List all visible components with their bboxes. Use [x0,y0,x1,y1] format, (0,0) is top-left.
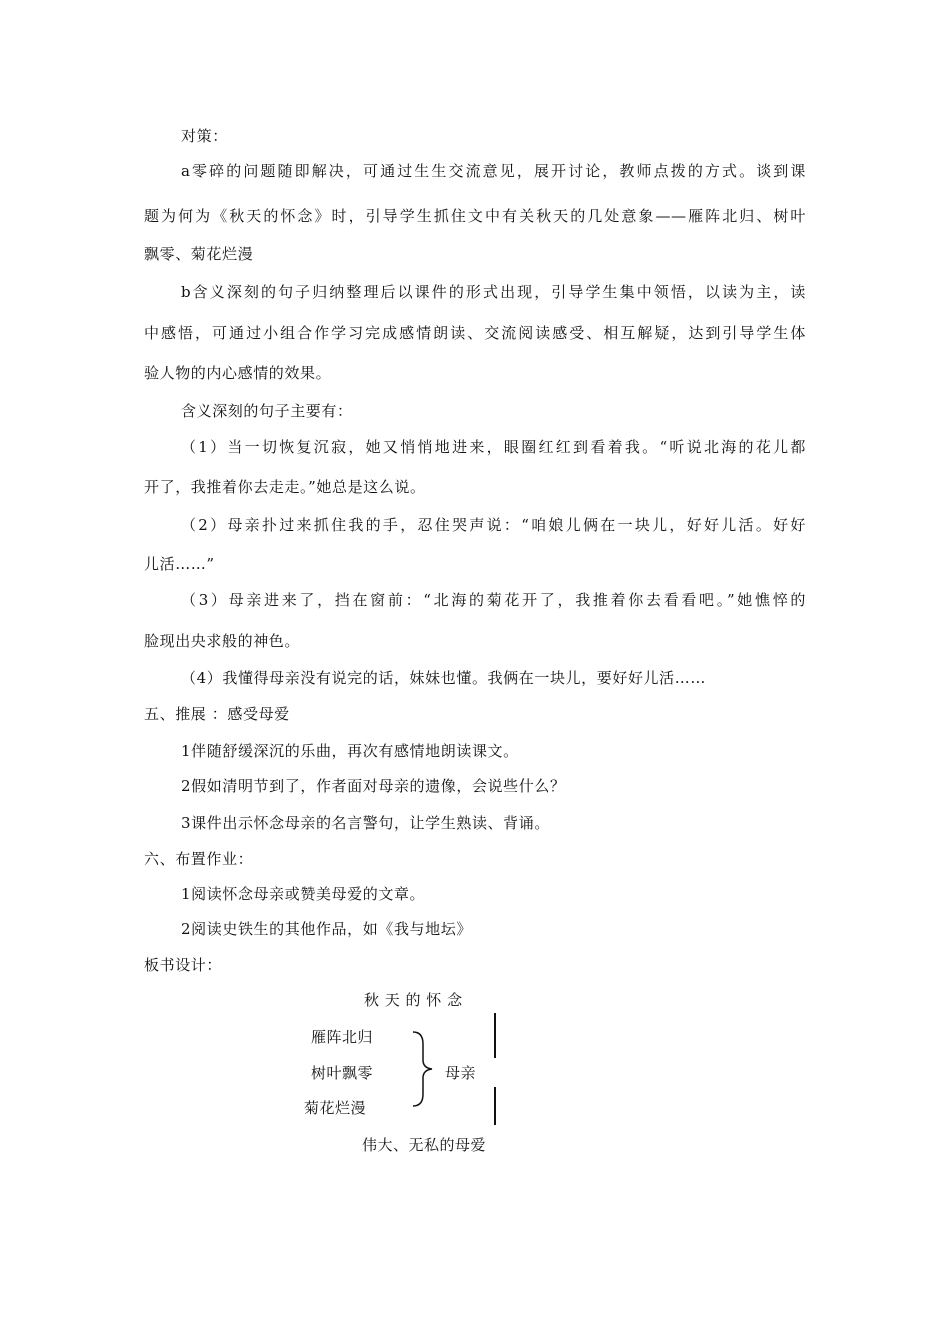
paragraph-line: 儿活……” [144,555,215,573]
board-divider-bottom [494,1087,496,1125]
paragraph-line: 开了，我推着你去走走。”她总是这么说。 [144,478,426,496]
paragraph-line: （3）母亲进来了，挡在窗前：“北海的菊花开了，我推着你去看看吧。”她憔悴的 [181,591,806,609]
paragraph-line: 1阅读怀念母亲或赞美母爱的文章。 [181,885,426,903]
paragraph-line: 飘零、菊花烂漫 [144,245,254,263]
paragraph-line: 中感悟，可通过小组合作学习完成感情朗读、交流阅读感受、相互解疑，达到引导学生体 [144,324,806,342]
paragraph-line: 2阅读史铁生的其他作品，如《我与地坛》 [181,920,472,938]
paragraph-line: 对策： [181,127,228,145]
board-divider-top [494,1013,496,1058]
board-item: 菊花烂漫 [304,1099,367,1117]
paragraph-line: （2）母亲扑过来抓住我的手，忍住哭声说：“咱娘儿俩在一块儿，好好儿活。好好 [181,516,806,534]
board-bottom: 伟大、无私的母爱 [362,1136,487,1154]
paragraph-line: 2假如清明节到了，作者面对母亲的遗像，会说些什么？ [181,777,566,795]
paragraph-line: （4）我懂得母亲没有说完的话，妹妹也懂。我俩在一块儿，要好好儿活…… [181,669,706,687]
board-item: 雁阵北归 [311,1028,374,1046]
brace-icon [410,1030,434,1108]
paragraph-line: 1伴随舒缓深沉的乐曲，再次有感情地朗读课文。 [181,742,519,760]
section-heading: 板书设计： [144,956,223,974]
paragraph-line: 脸现出央求般的神色。 [144,632,301,650]
paragraph-line: （1）当一切恢复沉寂，她又悄悄地进来，眼圈红红到看着我。“听说北海的花儿都 [181,438,806,456]
section-heading: 五、推展 ：感受母爱 [144,705,290,723]
paragraph-line: 3课件出示怀念母亲的名言警句，让学生熟读、背诵。 [181,814,550,832]
section-heading: 六、布置作业： [144,850,254,868]
paragraph-line: 验人物的内心感情的效果。 [144,364,332,382]
board-item: 树叶飘零 [311,1064,374,1082]
paragraph-line: a零碎的问题随即解决，可通过生生交流意见，展开讨论，教师点拨的方式。谈到课 [181,162,806,180]
board-center: 母亲 [445,1064,477,1082]
paragraph-line: 题为何为《秋天的怀念》时，引导学生抓住文中有关秋天的几处意象——雁阵北归、树叶 [144,207,806,225]
paragraph-line: b含义深刻的句子归纳整理后以课件的形式出现，引导学生集中领悟，以读为主，读 [181,283,806,301]
board-title: 秋 天 的 怀 念 [364,991,463,1009]
paragraph-line: 含义深刻的句子主要有： [181,402,353,420]
